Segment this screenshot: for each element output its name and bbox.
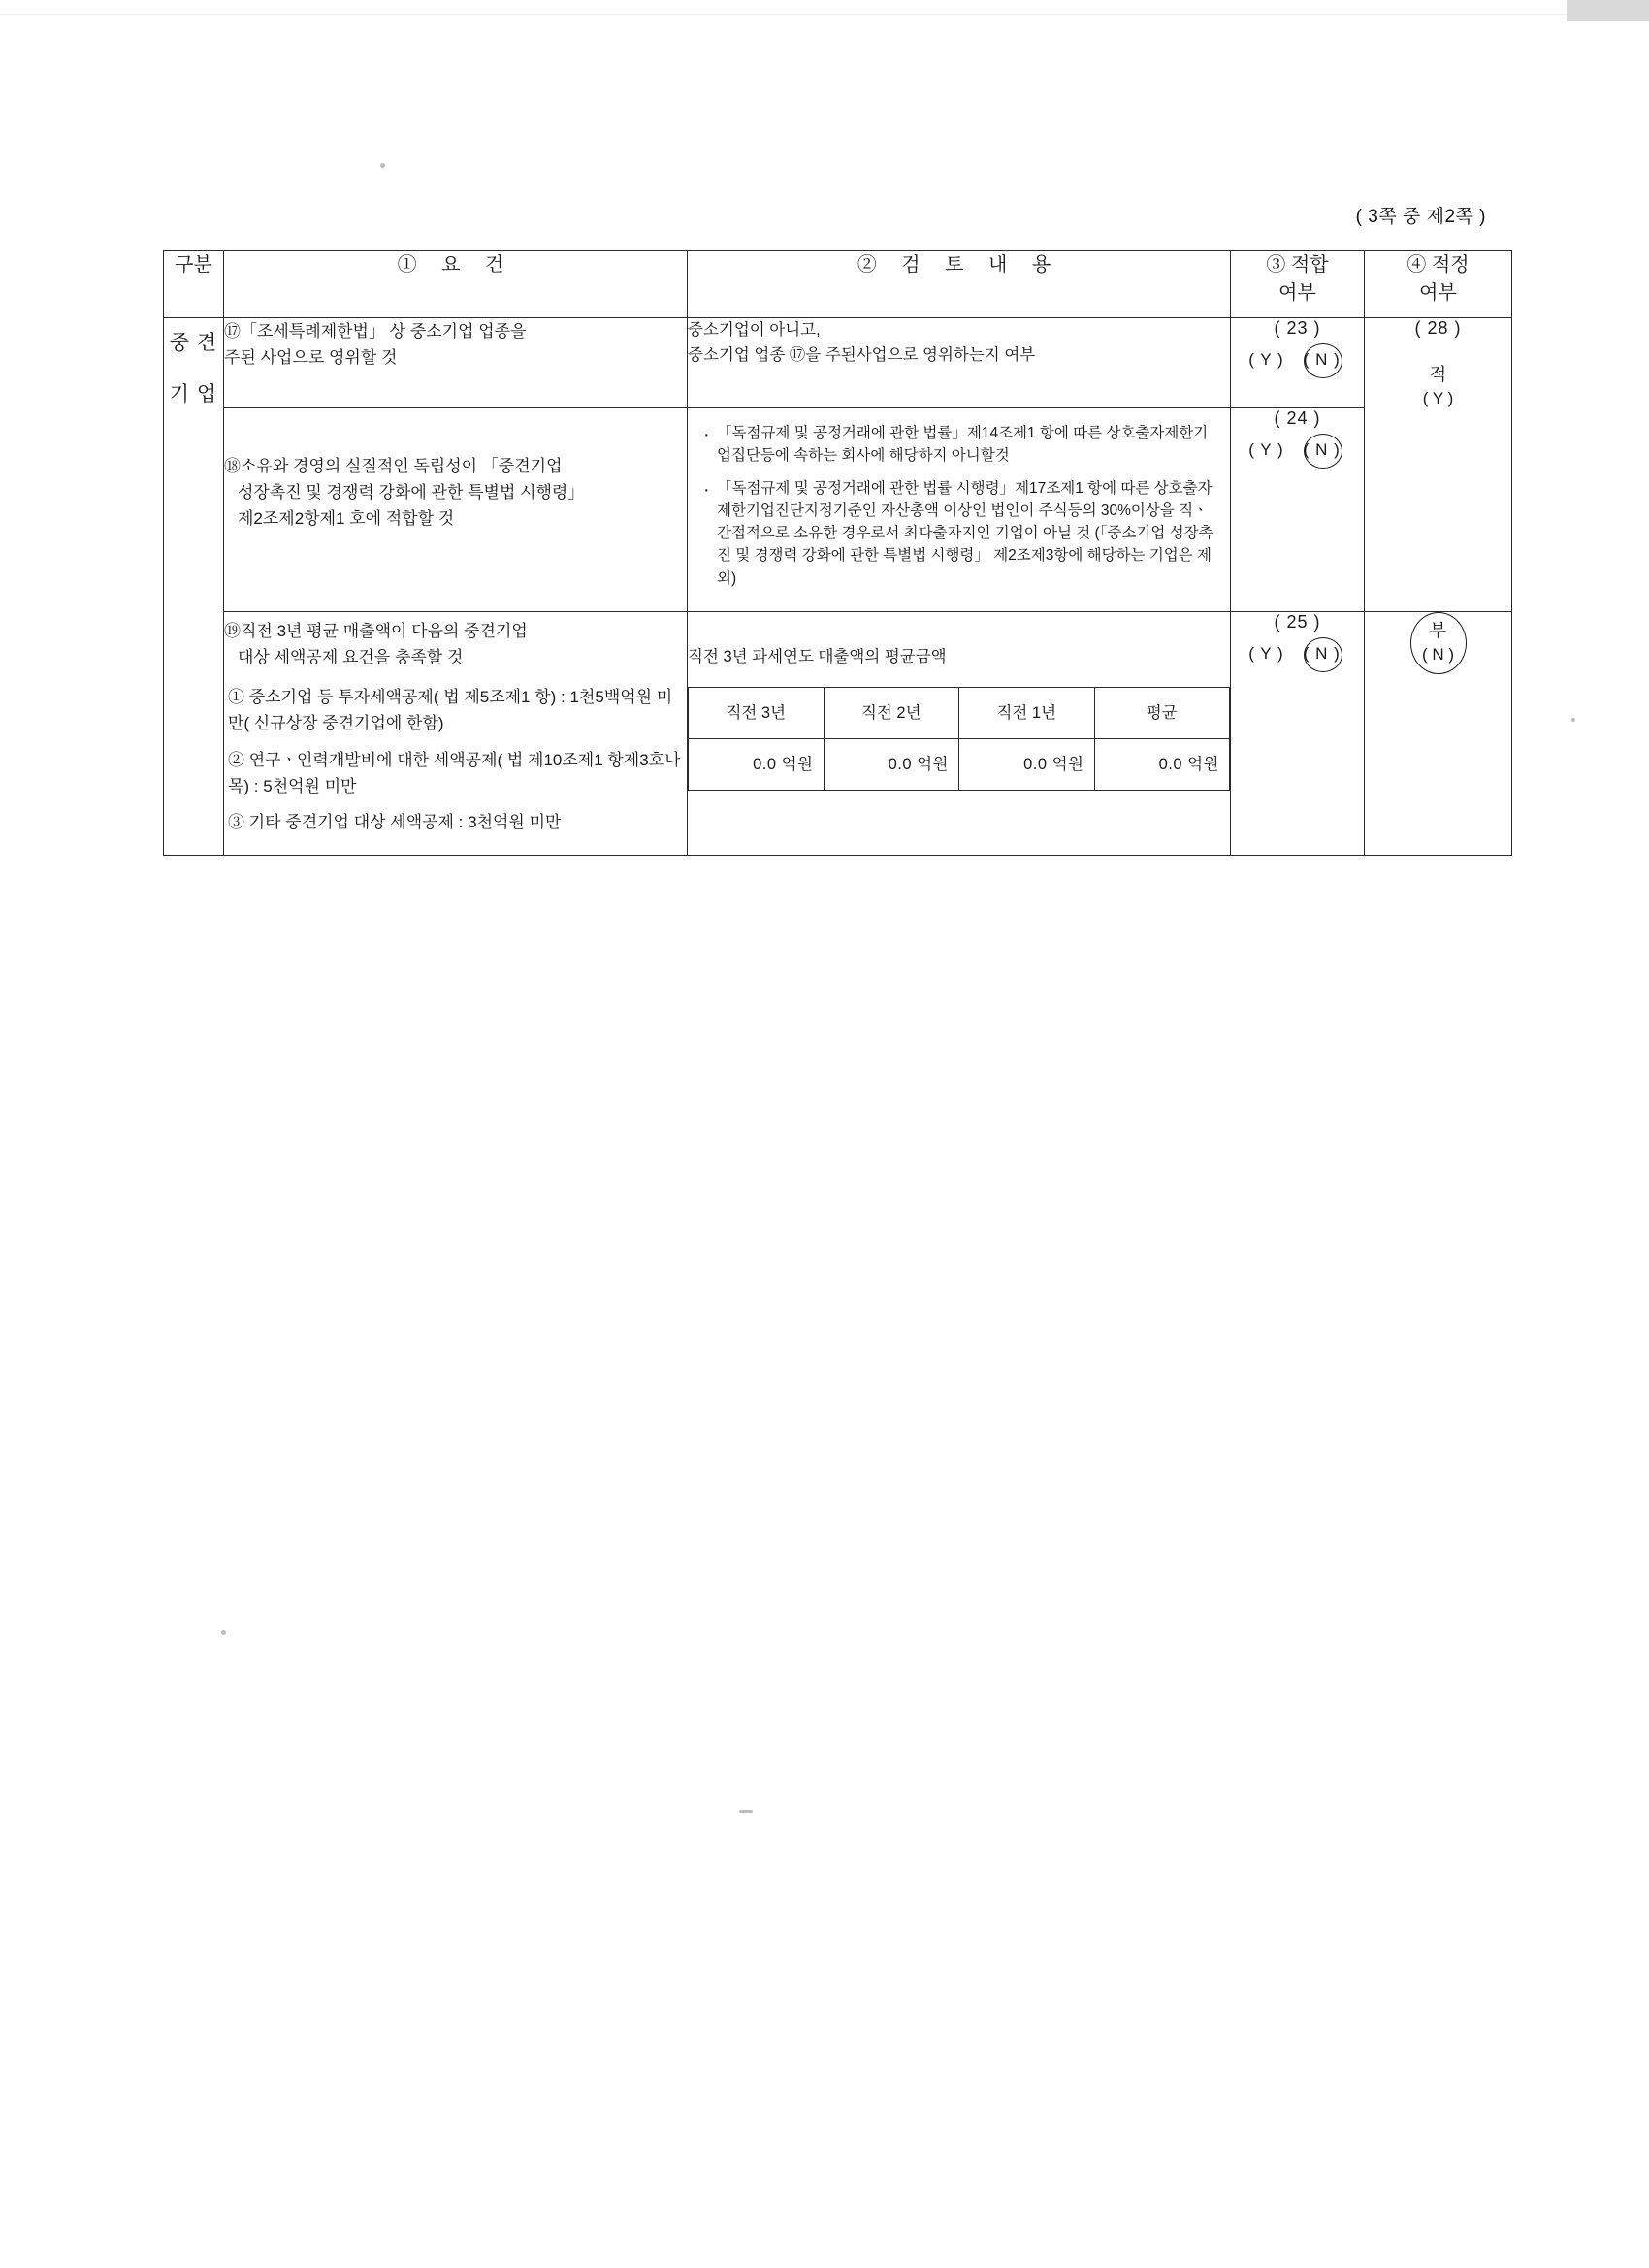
list-item: ② 연구ㆍ인력개발비에 대한 세액공제( 법 제10조제1 항제3호나목) : 5천억원 미만 bbox=[228, 750, 681, 795]
fit-yn-25[interactable] bbox=[1231, 640, 1364, 667]
sales-header-y1: 직전 1년 bbox=[959, 688, 1095, 739]
review-17-line2: 중소기업 업종 ⑰을 주된사업으로 영위하는지 여부 bbox=[688, 345, 1036, 364]
fit-number-24: ( 24 ) bbox=[1274, 408, 1321, 428]
fit-y-25[interactable]: ( Y ) bbox=[1248, 643, 1284, 663]
fit-cell-24[interactable] bbox=[1231, 408, 1365, 612]
fit-n-24-label: ( N ) bbox=[1303, 440, 1341, 459]
sales-value-y2[interactable]: 0.0 억원 bbox=[824, 739, 959, 791]
requirement-cell-17 bbox=[224, 318, 688, 408]
fit-number-25: ( 25 ) bbox=[1274, 611, 1321, 632]
ok-value-negative: ( N ) bbox=[1421, 644, 1455, 664]
sales-value-y1[interactable]: 0.0 억원 bbox=[959, 739, 1095, 791]
ok-value-28: ( Y ) bbox=[1422, 389, 1454, 408]
requirement-17-line1: ⑰「조세특례제한법」 상 중소기업 업종을 bbox=[224, 322, 527, 340]
fit-y-24[interactable]: ( Y ) bbox=[1248, 440, 1284, 459]
page-marker: ( 3쪽 중 제2쪽 ) bbox=[1355, 207, 1486, 227]
header-gubun: 구분 bbox=[164, 251, 224, 318]
header-ok-sub: 여부 bbox=[1419, 282, 1457, 304]
requirement-19-line1: ⑲직전 3년 평균 매출액이 다음의 중견기업 bbox=[224, 621, 528, 640]
fit-n-23[interactable] bbox=[1298, 346, 1346, 373]
list-item: ③ 기타 중견기업 대상 세액공제 : 3천억원 미만 bbox=[228, 812, 562, 831]
list-item: · 「독점규제 및 공정거래에 관한 법률」제14조제1 항에 따른 상호출자제한기업집단등에 속하는 회사에 해당하지 아니할것 bbox=[699, 422, 1220, 468]
fit-n-25[interactable] bbox=[1298, 640, 1346, 667]
scan-speck bbox=[1571, 718, 1575, 722]
sales-header-y2: 직전 2년 bbox=[824, 688, 959, 739]
requirement-17-line2: 주된 사업으로 영위할 것 bbox=[224, 348, 398, 368]
sales-average-table bbox=[688, 687, 1230, 791]
fit-n-25-label: ( N ) bbox=[1303, 643, 1341, 663]
ok-mark-negative[interactable] bbox=[1410, 612, 1466, 673]
sales-header-avg: 평균 bbox=[1094, 688, 1230, 739]
fit-n-24[interactable] bbox=[1298, 437, 1346, 464]
fit-yn-23[interactable] bbox=[1231, 346, 1364, 373]
sales-header-y3: 직전 3년 bbox=[689, 688, 824, 739]
requirement-18-line3: 제2조제2항제1 호에 적합할 것 bbox=[238, 509, 455, 529]
review-18-bullets bbox=[699, 422, 1220, 590]
selection-circle-icon bbox=[1304, 434, 1342, 469]
fit-cell-25[interactable] bbox=[1231, 611, 1365, 855]
header-review: ② 검 토 내 용 bbox=[688, 251, 1231, 318]
ok-cell-negative[interactable] bbox=[1365, 611, 1512, 855]
requirement-18-line1: ⑱소유와 경영의 실질적인 독립성이 「중견기업 bbox=[224, 457, 563, 475]
header-fit-sub: 여부 bbox=[1278, 282, 1316, 304]
scan-edge-corner bbox=[1567, 0, 1649, 21]
category-cell: 중 견 기 업 bbox=[164, 318, 224, 856]
review-cell-17 bbox=[688, 318, 1231, 408]
ok-number-28: ( 28 ) bbox=[1414, 318, 1462, 338]
scan-speck bbox=[380, 163, 385, 168]
header-requirement: ① 요 건 bbox=[224, 251, 688, 318]
table-row bbox=[164, 611, 1512, 855]
fit-number-23: ( 23 ) bbox=[1274, 318, 1321, 338]
sales-header-row bbox=[689, 688, 1230, 739]
fit-y-23[interactable]: ( Y ) bbox=[1248, 350, 1284, 369]
review-cell-18 bbox=[688, 408, 1231, 612]
header-fit-main: ③ 적합 bbox=[1266, 254, 1329, 275]
eligibility-table bbox=[163, 250, 1512, 856]
selection-circle-icon bbox=[1304, 343, 1342, 378]
fit-yn-24[interactable] bbox=[1231, 437, 1364, 464]
requirement-cell-19 bbox=[224, 611, 688, 855]
ok-label-28: 적 bbox=[1429, 365, 1447, 384]
list-item: ① 중소기업 등 투자세액공제( 법 제5조제1 항) : 1천5백억원 미만( 신규상장 중견기업에 한함) bbox=[228, 688, 673, 733]
list-item: · 「독점규제 및 공정거래에 관한 법률 시행령」제17조제1 항에 따른 상호출자제한기업진단지정기준인 자산총액 이상인 법인이 주식등의 30%이상을 직ㆍ간접적으로 소유한 경우로서 최다출자지인 기업이 아닐 것 (「중소기업 성장촉진 및 경쟁력 강화에 관한 특별법 시행령」 제2조제3항에 해당하는 기업은 제외) bbox=[699, 477, 1220, 590]
selection-circle-icon bbox=[1410, 612, 1467, 674]
scan-speck bbox=[739, 1810, 753, 1813]
table-row bbox=[164, 318, 1512, 408]
header-ok-main: ④ 적정 bbox=[1406, 254, 1470, 275]
selection-circle-icon bbox=[1304, 637, 1342, 672]
scan-edge-top bbox=[0, 0, 1649, 15]
requirement-18-line2: 성장촉진 및 경쟁력 강화에 관한 특별법 시행령」 bbox=[238, 483, 585, 502]
review-17-line1: 중소기업이 아니고, bbox=[688, 321, 821, 339]
sales-value-row bbox=[689, 739, 1230, 791]
requirement-cell-18 bbox=[224, 408, 688, 612]
requirement-19-items bbox=[224, 684, 687, 835]
requirement-19-line2: 대상 세액공제 요건을 충족할 것 bbox=[238, 647, 464, 666]
header-fit bbox=[1231, 251, 1365, 318]
review-19-caption: 직전 3년 과세연도 매출액의 평균금액 bbox=[688, 647, 947, 665]
sales-value-y3[interactable]: 0.0 억원 bbox=[689, 739, 824, 791]
ok-label-negative: 부 bbox=[1429, 620, 1447, 640]
review-cell-19 bbox=[688, 611, 1231, 855]
fit-cell-23[interactable] bbox=[1231, 318, 1365, 408]
table-header-row bbox=[164, 251, 1512, 318]
ok-cell-28[interactable] bbox=[1365, 318, 1512, 612]
header-ok bbox=[1365, 251, 1512, 318]
ok-mark-28[interactable] bbox=[1411, 356, 1466, 417]
fit-n-23-label: ( N ) bbox=[1303, 350, 1341, 369]
sales-value-avg[interactable]: 0.0 억원 bbox=[1094, 739, 1230, 791]
scan-speck bbox=[221, 1630, 226, 1635]
table-row bbox=[164, 408, 1512, 612]
